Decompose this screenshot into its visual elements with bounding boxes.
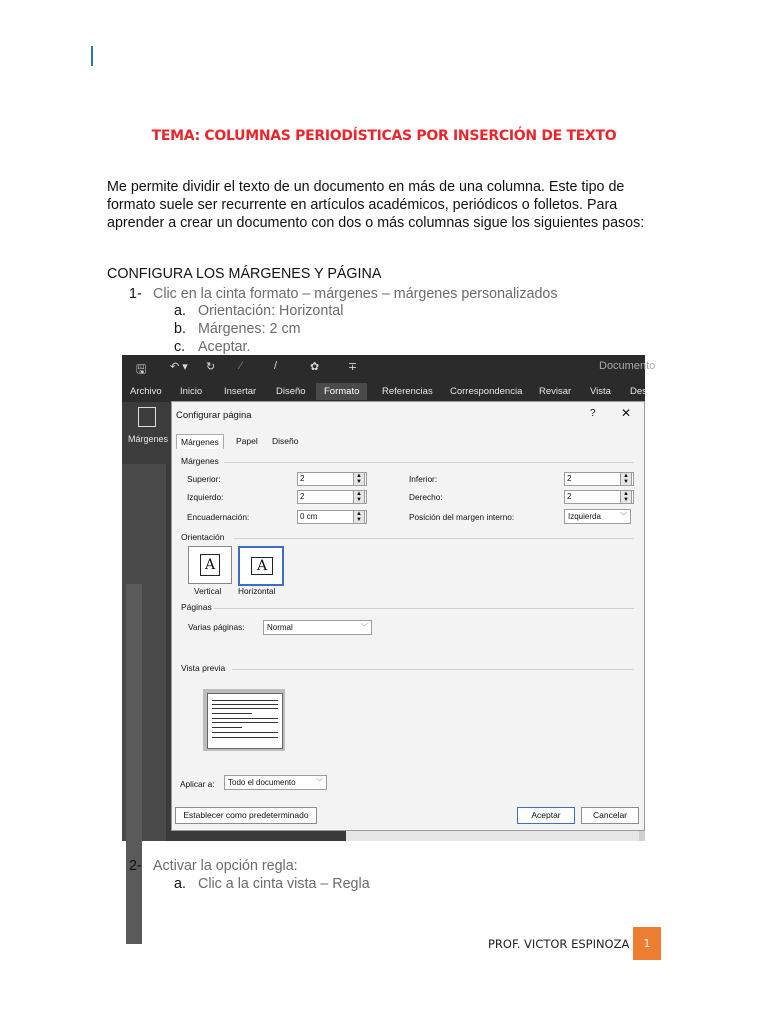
intro-paragraph: Me permite dividir el texto de un documento en más de una columna. Este tipo de formato suele ser recurrente en artículos académicos, periódicos o folletos. Para aprender a crear un documento con dos o más columnas sigue los siguientes pasos: bbox=[107, 179, 645, 231]
vertical-ruler bbox=[122, 464, 166, 841]
preview-line bbox=[212, 713, 252, 714]
subitem-text: Aceptar. bbox=[198, 339, 251, 355]
subitem-letter: a. bbox=[174, 303, 186, 319]
margins-group-label: Márgenes bbox=[181, 456, 219, 466]
izquierdo-input[interactable]: 2 bbox=[297, 490, 367, 504]
tab-revisar[interactable]: Revisar bbox=[539, 386, 572, 397]
encuadernacion-stepper[interactable]: ▲ ▼ bbox=[353, 510, 365, 524]
page-setup-dialog bbox=[171, 401, 645, 831]
doc-title: Documento bbox=[599, 360, 656, 372]
tab-inicio[interactable]: Inicio bbox=[180, 386, 203, 397]
margins-icon[interactable] bbox=[138, 407, 156, 427]
tab-diseno-dialog[interactable]: Diseño bbox=[272, 436, 299, 446]
step-2-subitem-a bbox=[174, 876, 370, 892]
preview-line bbox=[212, 732, 278, 733]
aplicar-label: Aplicar a: bbox=[180, 779, 215, 789]
horizontal-label: Horizontal bbox=[238, 586, 276, 596]
word-screenshot bbox=[122, 355, 656, 841]
tab-margenes[interactable]: Márgenes bbox=[176, 434, 224, 449]
izquierdo-label: Izquierdo: bbox=[187, 492, 224, 502]
undo-icon: ↶ ▾ bbox=[170, 361, 188, 373]
preview-line bbox=[212, 727, 242, 728]
close-icon[interactable]: ✕ bbox=[621, 406, 632, 420]
subitem-letter: b. bbox=[174, 321, 186, 337]
set-default-button[interactable]: Establecer como predeterminado bbox=[175, 807, 317, 824]
posicion-select[interactable] bbox=[564, 509, 631, 524]
preview-group-label: Vista previa bbox=[181, 663, 226, 673]
pen-icon: / bbox=[274, 360, 278, 372]
shapes-icon: ✿ bbox=[310, 361, 320, 373]
tab-des[interactable]: Des bbox=[630, 386, 647, 397]
superior-stepper[interactable]: ▲ ▼ bbox=[353, 472, 365, 486]
vertical-label: Vertical bbox=[194, 586, 222, 596]
inferior-label: Inferior: bbox=[409, 474, 438, 484]
preview-line bbox=[212, 700, 278, 701]
tab-vista[interactable]: Vista bbox=[590, 386, 611, 397]
orientation-horizontal-option[interactable] bbox=[238, 546, 284, 586]
page-preview bbox=[203, 689, 285, 751]
chevron-down-icon: ﹀ bbox=[620, 513, 627, 520]
customize-icon: ∓ bbox=[348, 361, 358, 373]
encuadernacion-input[interactable]: 0 cm bbox=[297, 510, 367, 524]
step-1-subitem-a bbox=[174, 303, 343, 319]
step-number: 2- bbox=[129, 858, 142, 874]
step-text: Activar la opción regla: bbox=[153, 858, 298, 874]
subitem-letter: c. bbox=[174, 339, 186, 355]
preview-line bbox=[212, 718, 278, 719]
subitem-text: Márgenes: 2 cm bbox=[198, 321, 301, 337]
tab-correspondencia[interactable]: Correspondencia bbox=[450, 386, 523, 397]
step-number: 1- bbox=[129, 286, 142, 302]
orientation-vertical-option[interactable] bbox=[188, 546, 232, 584]
varias-paginas-label: Varias páginas: bbox=[188, 622, 245, 632]
chevron-down-icon: ﹀ bbox=[316, 779, 323, 786]
tab-referencias[interactable]: Referencias bbox=[382, 386, 433, 397]
preview-line bbox=[212, 708, 278, 709]
orientation-group-label: Orientación bbox=[181, 532, 225, 542]
section-heading: CONFIGURA LOS MÁRGENES Y PÁGINA bbox=[107, 266, 382, 282]
subitem-text: Clic a la cinta vista – Regla bbox=[198, 876, 370, 892]
tab-papel[interactable]: Papel bbox=[236, 436, 258, 446]
preview-line bbox=[212, 722, 278, 723]
izquierdo-stepper[interactable]: ▲ ▼ bbox=[353, 490, 365, 504]
divider bbox=[224, 462, 634, 463]
chevron-down-icon: ﹀ bbox=[361, 624, 368, 631]
varias-paginas-select[interactable] bbox=[263, 620, 372, 635]
preview-page bbox=[207, 693, 283, 749]
inferior-stepper[interactable]: ▲ ▼ bbox=[620, 472, 632, 486]
ribbon-tabs bbox=[122, 380, 645, 402]
inferior-input[interactable]: 2 bbox=[564, 472, 634, 486]
divider bbox=[214, 608, 634, 609]
step-text: Clic en la cinta formato – márgenes – márgenes personalizados bbox=[153, 286, 558, 302]
pages-group-label: Páginas bbox=[181, 602, 212, 612]
help-button[interactable]: ? bbox=[590, 408, 596, 419]
text-cursor bbox=[91, 46, 93, 66]
superior-label: Superior: bbox=[187, 474, 221, 484]
superior-input[interactable]: 2 bbox=[297, 472, 367, 486]
step-1 bbox=[129, 286, 558, 302]
dialog-title: Configurar página bbox=[176, 410, 252, 421]
ok-button[interactable]: Aceptar bbox=[517, 807, 575, 824]
step-1-subitem-b bbox=[174, 321, 301, 337]
aplicar-select[interactable] bbox=[224, 775, 327, 790]
page-number: 1 bbox=[633, 927, 661, 960]
preview-line bbox=[212, 737, 278, 738]
step-1-subitem-c bbox=[174, 339, 250, 355]
ruler-track bbox=[126, 584, 142, 944]
step-2 bbox=[129, 858, 298, 874]
derecho-stepper[interactable]: ▲ ▼ bbox=[620, 490, 632, 504]
document-title: TEMA: COLUMNAS PERIODÍSTICAS POR INSERCIÓN DE TEXTO bbox=[151, 128, 617, 144]
aplicar-value: Todo el documento bbox=[228, 778, 296, 787]
tab-diseno[interactable]: Diseño bbox=[276, 386, 306, 397]
divider bbox=[234, 538, 634, 539]
posicion-label: Posición del margen interno: bbox=[409, 512, 515, 522]
preview-line bbox=[212, 704, 278, 705]
posicion-value: Izquierda bbox=[568, 512, 601, 521]
tab-formato[interactable]: Formato bbox=[316, 383, 367, 400]
encuadernacion-label: Encuadernación: bbox=[187, 512, 250, 522]
divider bbox=[232, 669, 634, 670]
tab-archivo[interactable]: Archivo bbox=[130, 386, 162, 397]
footer-author: PROF. VICTOR ESPINOZA bbox=[488, 937, 630, 951]
save-icon: 🖫 bbox=[136, 362, 147, 376]
format-painter-icon: ⁄ bbox=[240, 360, 242, 372]
word-titlebar bbox=[122, 355, 656, 380]
redo-icon: ↻ bbox=[206, 361, 216, 373]
derecho-label: Derecho: bbox=[409, 492, 443, 502]
portrait-icon: A bbox=[200, 554, 220, 576]
varias-paginas-value: Normal bbox=[267, 623, 293, 632]
cancel-button[interactable]: Cancelar bbox=[581, 807, 639, 824]
subitem-text: Orientación: Horizontal bbox=[198, 303, 344, 319]
tab-insertar[interactable]: Insertar bbox=[224, 386, 257, 397]
margins-label[interactable]: Márgenes bbox=[128, 434, 169, 444]
derecho-input[interactable]: 2 bbox=[564, 490, 634, 504]
landscape-icon: A bbox=[251, 557, 273, 575]
subitem-letter: a. bbox=[174, 876, 186, 892]
